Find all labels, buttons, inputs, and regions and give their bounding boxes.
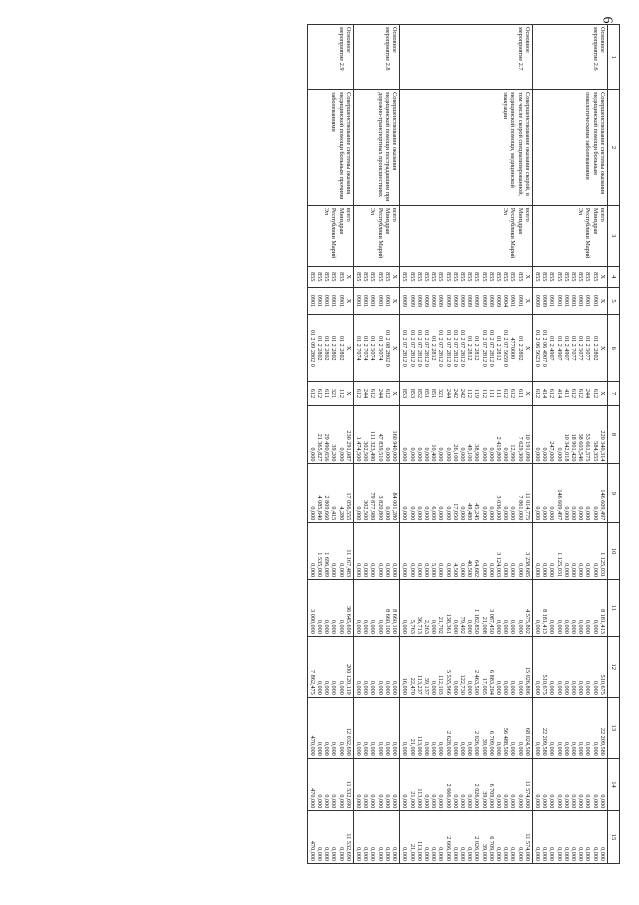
cell-c5: X 0901 0901 0901 0901 0901 bbox=[353, 287, 399, 314]
table-row bbox=[532, 25, 607, 864]
cell-c9: 11 014,775 7 861,000 0,000 0,000 3 036,000 0,000 0,000 45,245 49,480 0,000 17,050 0,000 0,000 6,000 0,000 0,000 0,000 0,000 bbox=[400, 464, 533, 523]
cell-c10: 3 238,685 0,000 0,000 0,000 3 124,003 0,000 0,000 64,682 40,500 0,000 4,500 0,000 0,000 5,000 0,000 0,000 0,000 0,000 bbox=[400, 523, 533, 580]
budget-table bbox=[307, 24, 620, 864]
cell-c12: 200 120,119 0,000 0,000 0,000 0,000 7 862,475 bbox=[307, 636, 353, 697]
cell-c3: всего Минздрав Республики Марий Эл bbox=[353, 205, 399, 266]
cell-c5: X 0901 0901 0901 0901 0901 0901 0901 0909 0909 bbox=[532, 287, 607, 314]
column-header-15: 15 bbox=[607, 811, 619, 864]
column-header-12: 12 bbox=[607, 636, 619, 697]
cell-c7: X 612 244 612 244 612 bbox=[353, 382, 399, 405]
column-header-14: 14 bbox=[607, 758, 619, 811]
cell-c5: X 0901 0901 0901 0901 0901 bbox=[307, 287, 353, 314]
cell-c14: 0,000 0,000 0,000 0,000 0,000 0,000 0,000 0,000 0,000 0,000 bbox=[532, 758, 607, 811]
cell-c7: X 611 612 612 111 111 112 119 112 242 242 244 321 851 851 852 853 853 bbox=[400, 382, 533, 405]
cell-c6: X 01 2 2802 4770000 01 2 07 5659 0 01 2 2812 01 2 07 2812 0 01 2 07 2812 0 01 2 2812 01 2 2812 01 2 07 2812 0 01 2 07 2812 0 01 2 07 2812 0 01 2 07 2812 0 01 2 2812 01 2 07 2812 0 01 2 07 2812 0 01 2 07 2812 0 01 2 07 2812 0 bbox=[400, 315, 533, 382]
cell-c1: Основное мероприятие 2.7 bbox=[400, 25, 533, 90]
cell-c12: 0,000 0,000 0,000 0,000 0,000 0,000 bbox=[353, 636, 399, 697]
column-header-4: 4 bbox=[607, 266, 619, 287]
cell-c11: 4 575,802 0,000 0,000 0,000 0,000 3 087,450 21,008 1 182,850 0,000 79,492 0,000 138,361 21,702 0,000 2,263 36,713 5,763 0,000 bbox=[400, 580, 533, 637]
table-row bbox=[353, 25, 399, 864]
column-header-9: 9 bbox=[607, 464, 619, 523]
cell-c9: 146 609,497 0,000 0,000 0,000 0,000 0,000 146 609,497 0,000 0,000 0,000 bbox=[532, 464, 607, 523]
cell-c13: 22 209,580 0,000 0,000 0,000 0,000 0,000 0,000 0,000 22 209,580 0,000 bbox=[532, 697, 607, 758]
cell-c3: всего Минздрав Республики Марий Эл bbox=[532, 205, 607, 266]
cell-c13: 68 024,500 0,000 0,000 56 488,500 0,000 6 709,000 39,000 2 026,000 0,000 0,000 0,000 2 628,000 0,000 0,000 0,000 113,000 21,000 0,000 bbox=[400, 697, 533, 758]
cell-c7: X 612 244 612 612 411 414 612 414 612 bbox=[532, 382, 607, 405]
cell-c1: Основное мероприятие 2.6 bbox=[532, 25, 607, 90]
cell-c2: Совершенствование оказания скорой, в том числе скорой специализированной, медицинской помощи, медицинской эвакуации bbox=[400, 90, 533, 206]
column-header-8: 8 bbox=[607, 405, 619, 464]
cell-c6: X 01 2 2802 01 2 5077 01 2 5077 01 2 7077 01 2 4907 01 2 4907 01 2 4907 01 2 06 4907 0 01 2 06 5623 0 bbox=[532, 315, 607, 382]
cell-c3: всего Минздрав Республики Марий Эл bbox=[307, 205, 353, 266]
cell-c15: 0,000 0,000 0,000 0,000 0,000 0,000 bbox=[353, 811, 399, 864]
column-header-3: 3 bbox=[607, 205, 619, 266]
cell-c11: 36 645,690 0,000 0,000 0,000 0,000 3 000,000 bbox=[307, 580, 353, 637]
cell-c9: 17 056,555 4,280 0,415 2 809,660 4 085,840 0,000 bbox=[307, 464, 353, 523]
cell-c6: X 01 2 08 2802 0 01 2 5074 01 2 5074 01 2 7074 01 2 7074 bbox=[353, 315, 399, 382]
cell-c2: Совершенствование оказания медицинской помощи пострадавшим при дорожно-транспортных происшествиях bbox=[353, 90, 399, 206]
page-number: 6 bbox=[599, 16, 615, 24]
cell-c10: 1 125,031 0,000 0,000 0,000 0,000 0,000 1 125,031 0,000 0,000 0,000 bbox=[532, 523, 607, 580]
cell-c10: 0,000 0,000 0,000 0,000 0,000 0,000 bbox=[353, 523, 399, 580]
cell-c12: 510,675 0,000 0,000 0,000 0,000 0,000 0,000 0,000 510,675 0,000 bbox=[532, 636, 607, 697]
cell-c11: 8 660,100 8 660,100 0,000 0,000 0,000 0,000 bbox=[353, 580, 399, 637]
cell-c12: 15 026,806 0,000 0,000 0,000 0,000 6 883,204 17,005 2 463,500 0,000 122,730 0,000 5 535,966 112,103 0,000 39,137 113,237 22,470 16,090 bbox=[400, 636, 533, 697]
cell-c6: X 01 2 2802 01 2 2802 01 2 2802 01 2 2802 01 2 09 2802 0 bbox=[307, 315, 353, 382]
column-header-1: 1 bbox=[607, 25, 619, 90]
cell-c3: всего Минздрав Республики Марий Эл bbox=[400, 205, 533, 266]
column-header-13: 13 bbox=[607, 697, 619, 758]
column-header-6: 6 bbox=[607, 315, 619, 382]
column-header-5: 5 bbox=[607, 287, 619, 314]
cell-c8: 230 291,087 0,000 39,200 29 490,656 21 365,827 0,000 bbox=[307, 405, 353, 464]
cell-c4: X 855 855 855 855 855 855 855 855 855 bbox=[532, 266, 607, 287]
table-row bbox=[400, 25, 533, 864]
column-header-2: 2 bbox=[607, 90, 619, 206]
cell-c14: 11 532,690 0,000 0,000 0,000 0,000 470,000 bbox=[307, 758, 353, 811]
table-body bbox=[307, 25, 607, 864]
column-header-7: 7 bbox=[607, 382, 619, 405]
cell-c4: X 855 855 855 855 855 855 855 855 855 855 855 855 855 855 855 855 855 bbox=[400, 266, 533, 287]
cell-c8: 220 340,314 584,355 53 661,575 38 603,546 18 901,420 10 342,018 0,000 247,000 0,000 0,000 bbox=[532, 405, 607, 464]
header-row bbox=[607, 25, 619, 864]
cell-c13: 0,000 0,000 0,000 0,000 0,000 0,000 bbox=[353, 697, 399, 758]
rotated-table-container bbox=[120, 24, 620, 861]
cell-c11: 8 181,413 0,000 0,000 0,000 0,000 0,000 0,000 0,000 8 181,413 0,000 bbox=[532, 580, 607, 637]
cell-c13: 12 032,690 0,000 0,000 0,000 0,000 470,000 bbox=[307, 697, 353, 758]
cell-c2: Совершенствование системы оказания медицинской помощи больным прочими заболеваниями bbox=[307, 90, 353, 206]
table-row bbox=[307, 25, 353, 864]
cell-c4: X 855 855 855 855 855 bbox=[307, 266, 353, 287]
cell-c14: 11 574,000 0,000 0,000 0,000 0,000 6 709,000 39,000 2 026,000 0,000 0,000 0,000 2 666,000 0,000 0,000 0,000 113,000 21,000 0,000 bbox=[400, 758, 533, 811]
column-header-10: 10 bbox=[607, 523, 619, 580]
column-header-11: 11 bbox=[607, 580, 619, 637]
cell-c7: X 112 321 611 612 612 bbox=[307, 382, 353, 405]
cell-c15: 0,000 0,000 0,000 0,000 0,000 0,000 0,000 0,000 0,000 0,000 bbox=[532, 811, 607, 864]
cell-c14: 0,000 0,000 0,000 0,000 0,000 0,000 bbox=[353, 758, 399, 811]
cell-c1: Основное мероприятие 2.8 bbox=[353, 25, 399, 90]
cell-c1: Основное мероприятие 2.9 bbox=[307, 25, 353, 90]
cell-c5: X 0901 0901 0904 0909 0909 0909 0909 0909 0909 0909 0909 0909 0909 0909 0909 0909 0909 bbox=[400, 287, 533, 314]
cell-c2: Совершенствование системы оказания медицинской помощи больным онкологическими заболеваниями bbox=[532, 90, 607, 206]
cell-c9: 84 001,280 0,000 3 820,800 79 877,980 302,500 0,000 bbox=[353, 464, 399, 523]
cell-c10: 11 167,483 0,000 0,000 1 696,089 1 535,000 0,000 bbox=[307, 523, 353, 580]
cell-c15: 11 532,690 0,000 0,000 0,000 0,000 470,000 bbox=[307, 811, 353, 864]
cell-c15: 11 574,000 0,000 0,000 0,000 0,000 6 709,000 39,000 2 026,000 0,000 0,000 0,000 2 666,000 0,000 0,000 0,000 113,000 21,000 0,000 bbox=[400, 811, 533, 864]
cell-c8: 10 191,090 7 629,300 12,990 0,000 2 419,800 0,000 0,000 38,900 49,100 0,000 26,100 0,000 0,000 10,400 0,000 0,000 0,000 0,000 bbox=[400, 405, 533, 464]
cell-c4: X 855 855 855 855 855 bbox=[353, 266, 399, 287]
cell-c8: 160 940,000 0,000 47 839,510 111 323,490 302,500 1 474,500 bbox=[353, 405, 399, 464]
